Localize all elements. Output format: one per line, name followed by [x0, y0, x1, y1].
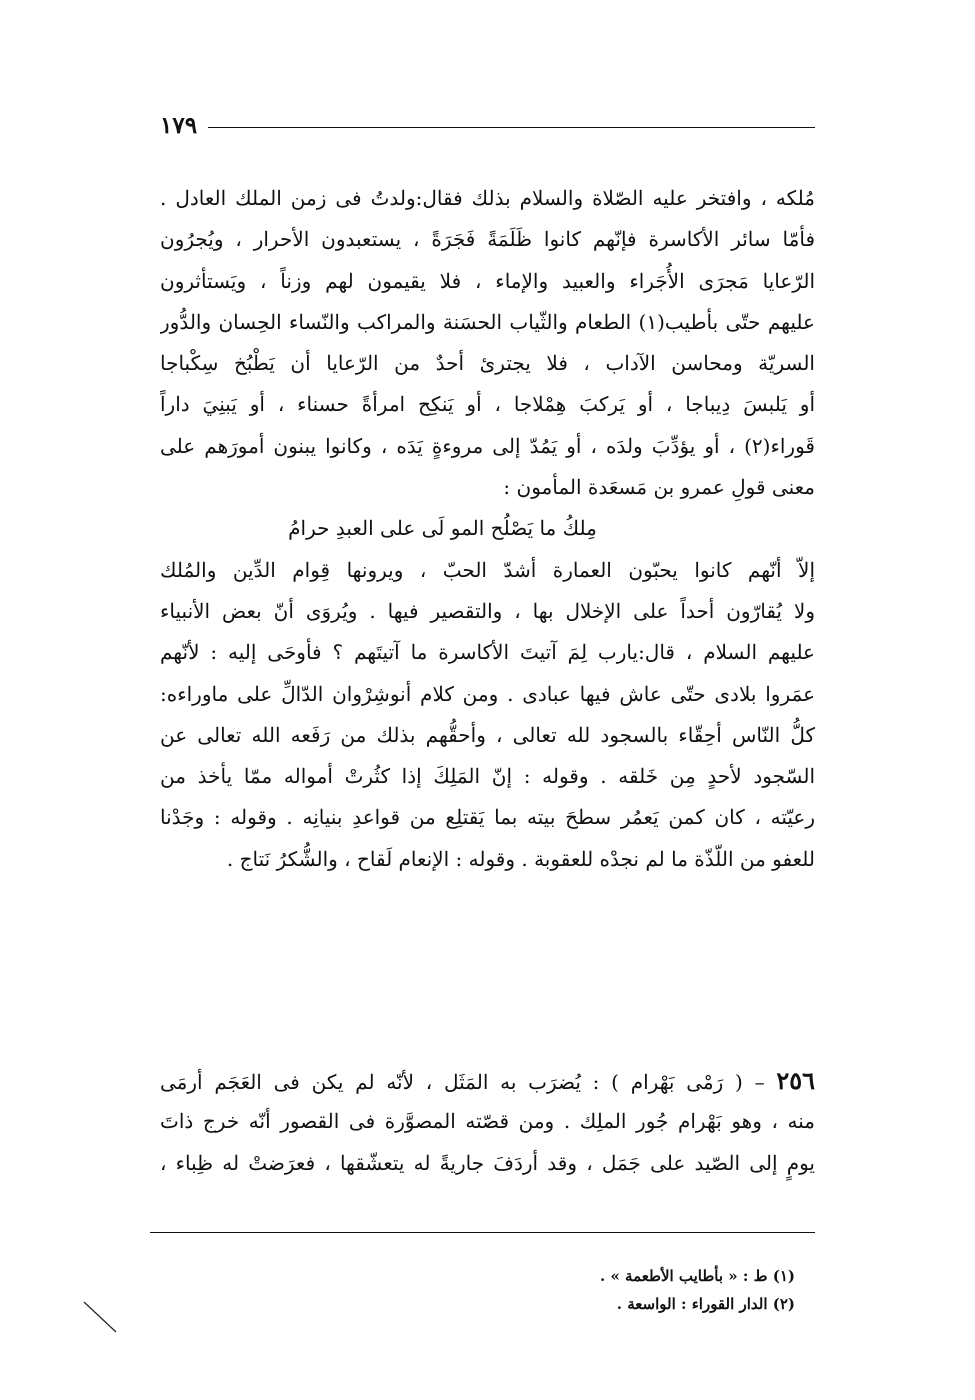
verse-line: مِلكُ ما يَصْلُح المو لَى على العبدِ حرامُ: [288, 516, 597, 541]
entry-number: ٢٥٦: [776, 1066, 815, 1095]
entry-heading-line: [160, 1060, 815, 1101]
text-line: فأمّا سائر الأكاسرة فإنّهم كانوا ظَلَمَةً فَجَرَةً ، يستعبدون الأحرار ، ويُجرُون: [160, 227, 815, 252]
footnote-2: (٢) الدار القوراء : الواسعة .: [616, 1295, 795, 1313]
main-text: [160, 178, 815, 880]
page-header: [160, 112, 815, 142]
text-line: للعفو من اللّذّة ما لم نجدْه للعقوبة . وقوله : الإنعام لَقاح ، والشُّكرُ نَتاج .: [226, 846, 815, 871]
text-line: السريّة ومحاسن الآداب ، فلا يجترئ أحدٌ من الرّعايا أن يَطْبُخ سِكْباجا: [160, 351, 815, 376]
text-line: الرّعايا مَجرَى الأُجَراء والعبيد والإماء ، فلا يقيمون لهم وزناً ، ويَستأثرون: [160, 268, 815, 293]
footnote-1: (١) ط : « بأطايب الأطعمة » .: [600, 1267, 795, 1285]
footnotes: [300, 1262, 795, 1318]
text-line: السّجود لأحدٍ مِن خَلقه . وقوله : إنّ المَلِكَ إذا كثُرتْ أمواله ممّا يأخذ من: [160, 764, 815, 789]
footnote-rule: [150, 1232, 815, 1233]
text-line: أو يَلبسَ دِيباجا ، أو يَركبَ هِمْلاجا ، أو يَنكِح امرأةً حسناء ، أو يَبنِيَ داراً: [160, 392, 815, 417]
text-line: مُلكه ، وافتخر عليه الصّلاة والسلام بذلك فقال:ولدتُ فى زمن الملك العادل .: [160, 186, 815, 210]
header-rule: [208, 127, 815, 128]
text-line: عليهم حتّى بأطيب(١) الطعام والثّياب الحسَنة والمراكب والنّساء الحِسان والدُّور: [160, 309, 815, 334]
text-line: كلُّ النّاس أحِقّاء بالسجود لله تعالى ، وأحقُّهم بذلك من رَفَعه الله تعالى عن: [160, 722, 815, 747]
entry-256: [160, 1060, 815, 1184]
text-line: عليهم السلام ، قال:يارب لِمَ آتيتَ الأكاسرة ما آتيتَهم ؟ فأوحَى إليه : لأنّهم: [160, 640, 815, 665]
text-line: معنى قولِ عمرو بن مَسعَدة المأمون :: [503, 475, 815, 500]
text-line: ولا يُقارّون أحداً على الإخلال بها ، والتقصير فيها . ويُروَى أنّ بعض الأنبياء: [160, 598, 815, 623]
text-line: يومٍ إلى الصّيد على جَمَل ، وقد أردَفَ جاريةً له يتعشّقها ، فعرَضتْ له ظِباء ،: [160, 1150, 815, 1175]
entry-first-line: – ( رَمْى بَهْرام ) : يُضرَب به المَثَل ، لأنّه لم يكن فى العَجَم أرمَى: [160, 1070, 765, 1094]
page-number: ١٧٩: [160, 112, 198, 139]
text-line: رعيّته ، كان كمن يَعمُر سطحَ بيته بما يَقتلِع من قواعدِ بنيانِه . وقوله : وجَدْنا: [160, 805, 815, 830]
text-line: منه ، وهو بَهْرام جُور الملِك . ومن قصّته المصوَّرة فى القصور أنّه خرج ذاتَ: [160, 1109, 815, 1134]
text-line: قَوراء(٢) ، أو يؤدِّبَ ولدَه ، أو يَمُدّ إلى مروءةٍ يَدَه ، وكانوا يبنون أمورَهم على: [160, 433, 815, 458]
text-line: عمَروا بلادى حتّى عاش فيها عبادى . ومن كلام أنوشِرْوان الدّالِّ على ماوراءه:: [160, 681, 815, 706]
text-line: إلاّ أنّهم كانوا يحبّون العمارة أشدّ الحبّ ، ويرونها قِوام الدِّين والمُلك: [160, 557, 815, 582]
